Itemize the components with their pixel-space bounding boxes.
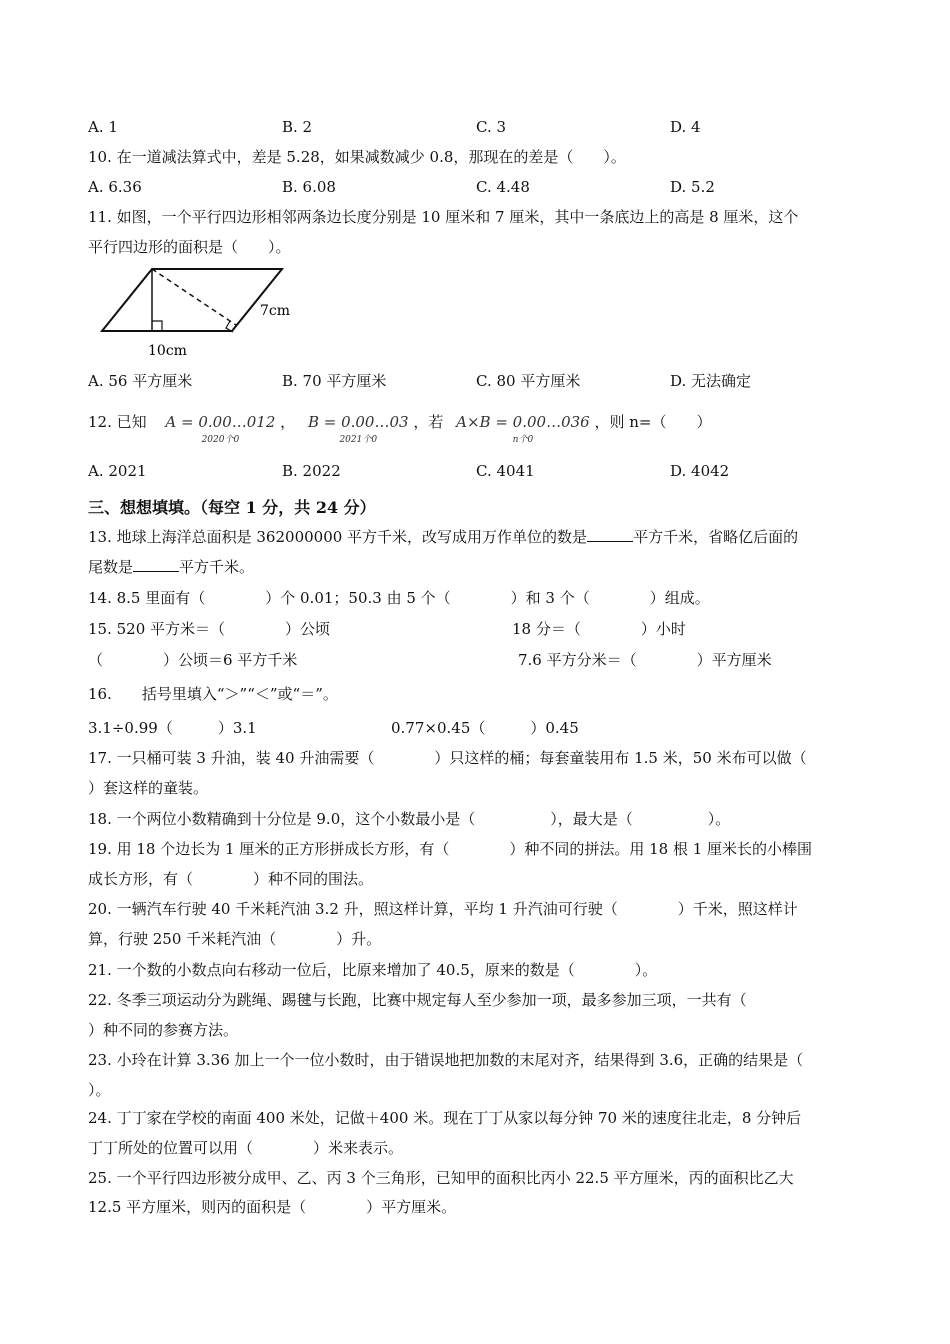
q13-line1 [88, 527, 798, 547]
q12-eq-a-text: A = 0.00…012 [165, 413, 276, 431]
q19-line2: 成长方形，有（ ）种不同的围法。 [88, 870, 374, 888]
q12-eq-b-text: B = 0.00…03 [307, 413, 409, 431]
q21-line: 21. 一个数的小数点向右移动一位后，比原来增加了 40.5，原来的数是（ ）。 [88, 961, 658, 979]
q18-line: 18. 一个两位小数精确到十分位是 9.0，这个小数最小是（ ），最大是（ ）。 [88, 810, 731, 828]
q25-line1: 25. 一个平行四边形被分成甲、乙、丙 3 个三角形，已知甲的面积比丙小 22.5 平方厘米，丙的面积比乙大 [88, 1169, 794, 1187]
q13-blank-1[interactable] [587, 527, 633, 542]
q24-line1: 24. 丁丁家在学校的南面 400 米处，记做＋400 米。现在丁丁从家以每分钟 70 米的速度往北走，8 分钟后 [88, 1109, 802, 1127]
q22-line1: 22. 冬季三项运动分为跳绳、踢毽与长跑，比赛中规定每人至少参加一项，最多参加三项，一共有（ [88, 991, 747, 1009]
q13-line1-b: 平方千米，省略亿后面的 [633, 528, 799, 546]
q12-option-a[interactable]: A. 2021 [88, 462, 147, 480]
right-angle-mark-base [152, 321, 162, 331]
q9-option-a[interactable]: A. 1 [88, 118, 118, 136]
q13-line2 [88, 557, 254, 577]
q12-suffix: ，则 n=（ ） [594, 413, 712, 431]
q12-stem [88, 412, 712, 445]
q12-equation-a [165, 412, 276, 445]
q13-blank-2[interactable] [133, 557, 179, 572]
q19-line1: 19. 用 18 个边长为 1 厘米的正方形拼成长方形，有（ ）种不同的拼法。用 18 根 1 厘米长的小棒围 [88, 840, 813, 858]
q12-sep2: ，若 [413, 413, 444, 431]
q12-eq-ab-text: A×B = 0.00…036 [456, 413, 590, 431]
q24-line2: 丁丁所处的位置可以用（ ）米来表示。 [88, 1139, 404, 1157]
q11-option-d[interactable]: D. 无法确定 [670, 372, 752, 390]
parallelogram-figure [95, 262, 305, 362]
section3-title: 三、想想填填。（每空 1 分，共 24 分） [88, 498, 376, 517]
q13-line2-a: 尾数是 [88, 558, 134, 576]
q15-part-d: 7.6 平方分米＝（ ）平方厘米 [518, 651, 772, 669]
q10-option-a[interactable]: A. 6.36 [88, 178, 142, 196]
q20-line1: 20. 一辆汽车行驶 40 千米耗汽油 3.2 升，照这样计算，平均 1 升汽油可行驶（ ）千米，照这样计 [88, 900, 798, 918]
q9-option-d[interactable]: D. 4 [670, 118, 701, 136]
q12-eq-a-sub: 2020个0 [201, 435, 240, 445]
q11-option-c[interactable]: C. 80 平方厘米 [476, 372, 581, 390]
q15-part-b: 18 分＝（ ）小时 [512, 620, 686, 638]
q10-stem: 10. 在一道减法算式中，差是 5.28，如果减数减少 0.8，那现在的差是（ ）。 [88, 148, 626, 166]
q12-option-b[interactable]: B. 2022 [282, 462, 341, 480]
q12-equation-b [307, 412, 409, 445]
q11-option-b[interactable]: B. 70 平方厘米 [282, 372, 387, 390]
q17-line2: ）套这样的童装。 [88, 779, 209, 797]
q9-option-c[interactable]: C. 3 [476, 118, 507, 136]
parallelogram-shape [102, 269, 282, 331]
q10-option-b[interactable]: B. 6.08 [282, 178, 336, 196]
q11-stem-line1: 11. 如图，一个平行四边形相邻两条边长度分别是 10 厘米和 7 厘米，其中一条底边上的高是 8 厘米，这个 [88, 208, 799, 226]
q12-eq-ab-sub: n个0 [512, 435, 534, 445]
q16-part-b: 0.77×0.45（ ）0.45 [391, 719, 579, 737]
q9-option-b[interactable]: B. 2 [282, 118, 313, 136]
q17-line1: 17. 一只桶可装 3 升油，装 40 升油需要（ ）只这样的桶；每套童装用布 1.5 米，50 米布可以做（ [88, 749, 807, 767]
q12-option-d[interactable]: D. 4042 [670, 462, 730, 480]
q12-prefix: 12. 已知 [88, 413, 147, 431]
q12-sep1: ， [280, 413, 296, 431]
q25-line2: 12.5 平方厘米，则丙的面积是（ ）平方厘米。 [88, 1198, 457, 1216]
q16-stem: 16. 括号里填入“＞”“＜”或“＝”。 [88, 685, 338, 703]
base-length-label: 10cm [148, 343, 187, 359]
q15-part-a: 15. 520 平方米＝（ ）公顷 [88, 620, 331, 638]
q12-equation-ab [456, 412, 590, 445]
q14-line: 14. 8.5 里面有（ ）个 0.01；50.3 由 5 个（ ）和 3 个（ ）组成。 [88, 589, 710, 607]
q11-option-a[interactable]: A. 56 平方厘米 [88, 372, 193, 390]
q10-option-d[interactable]: D. 5.2 [670, 178, 715, 196]
q13-line1-a: 13. 地球上海洋总面积是 362000000 平方千米，改写成用万作单位的数是 [88, 528, 588, 546]
q10-option-c[interactable]: C. 4.48 [476, 178, 530, 196]
q11-stem-line2: 平行四边形的面积是（ ）。 [88, 238, 291, 256]
q12-eq-b-sub: 2021个0 [339, 435, 378, 445]
side-length-label: 7cm [260, 303, 291, 319]
q12-option-c[interactable]: C. 4041 [476, 462, 535, 480]
height-to-side-line [152, 269, 236, 325]
q22-line2: ）种不同的参赛方法。 [88, 1021, 239, 1039]
q15-part-c: （ ）公顷＝6 平方千米 [88, 651, 298, 669]
q16-part-a: 3.1÷0.99（ ）3.1 [88, 719, 257, 737]
q23-line1: 23. 小玲在计算 3.36 加上一个一位小数时，由于错误地把加数的末尾对齐，结果得到 3.6，正确的结果是（ [88, 1051, 804, 1069]
q23-line2: ）。 [88, 1081, 111, 1099]
q20-line2: 算，行驶 250 千米耗汽油（ ）升。 [88, 930, 382, 948]
q13-line2-b: 平方千米。 [179, 558, 255, 576]
